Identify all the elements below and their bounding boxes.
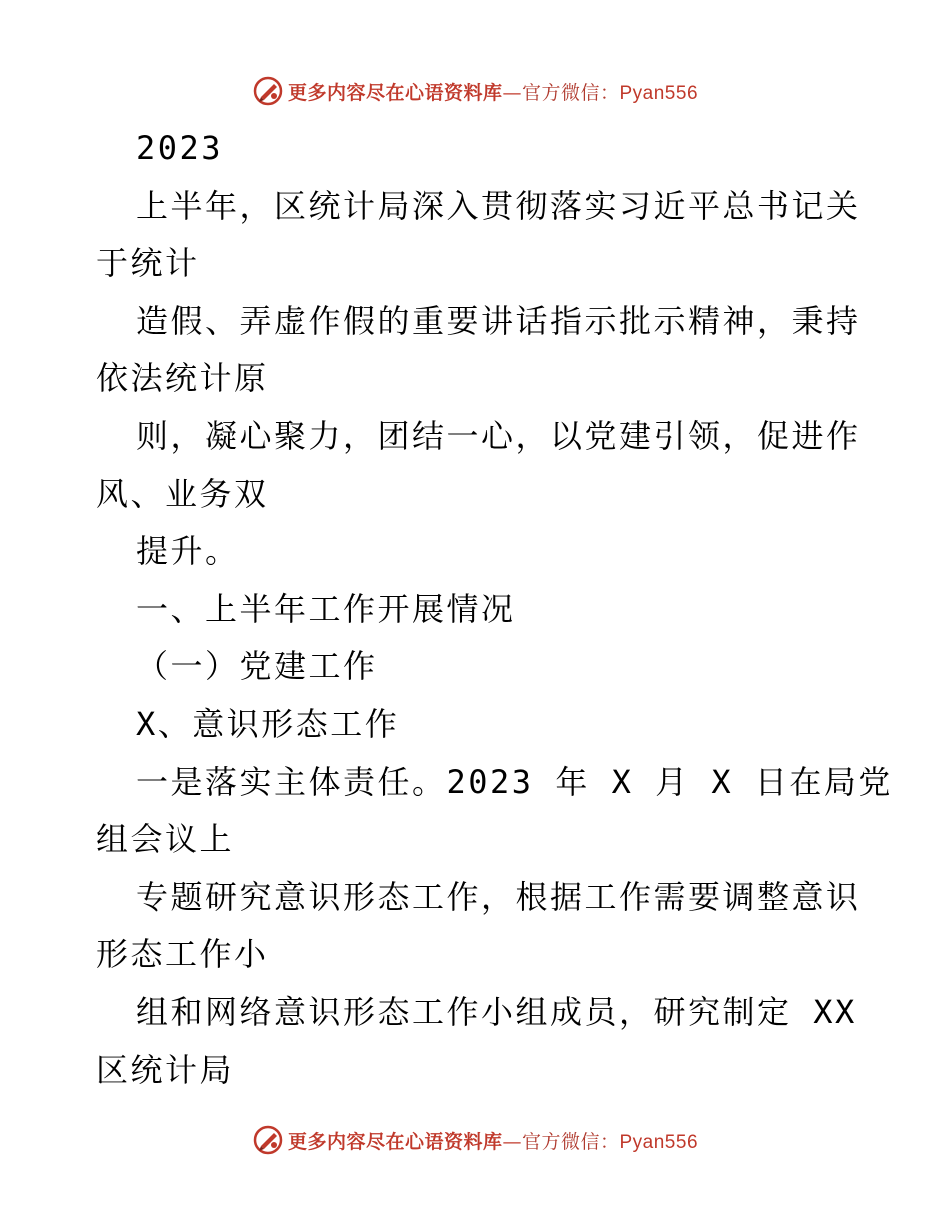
text-line: （一）党建工作 (136, 647, 378, 686)
pen-logo-icon (252, 1124, 284, 1156)
pen-logo-icon (252, 75, 284, 107)
banner-official-label: 官方微信： (521, 81, 620, 104)
banner-main-text: 更多内容尽在心语资料库 (287, 1130, 503, 1153)
banner-separator: — (502, 1130, 522, 1153)
text-line: 一、上半年工作开展情况 (136, 589, 516, 628)
text-line: 于统计 (96, 244, 200, 283)
banner-wechat-id: Pyan556 (619, 82, 699, 104)
text-line: 区统计局 (96, 1050, 235, 1089)
text-line: 组会议上 (96, 820, 235, 859)
text-line: 风、业务双 (96, 474, 269, 513)
header-watermark-banner (0, 71, 950, 111)
footer-watermark-banner (0, 1120, 950, 1160)
banner-separator: — (502, 81, 522, 104)
text-line: 一是落实主体责任。2023 年 X 月 X 日在局党 (136, 762, 893, 801)
text-line: 依法统计原 (96, 359, 269, 398)
text-line: 专题研究意识形态工作，根据工作需要调整意识 (136, 877, 861, 916)
banner-main-text: 更多内容尽在心语资料库 (287, 81, 503, 104)
text-line: 则，凝心聚力，团结一心，以党建引领，促进作 (136, 416, 861, 455)
text-line: 形态工作小 (96, 935, 269, 974)
banner-wechat-id: Pyan556 (619, 1131, 699, 1153)
text-line: 上半年，区统计局深入贯彻落实习近平总书记关 (136, 186, 861, 225)
text-line: X、意识形态工作 (136, 704, 400, 743)
text-line: 组和网络意识形态工作小组成员，研究制定 XX (136, 992, 857, 1031)
text-line: 2023 (136, 129, 224, 167)
banner-official-label: 官方微信： (521, 1130, 620, 1153)
text-line: 造假、弄虚作假的重要讲话指示批示精神，秉持 (136, 301, 861, 340)
document-body (96, 120, 893, 1099)
text-line: 提升。 (136, 532, 240, 571)
